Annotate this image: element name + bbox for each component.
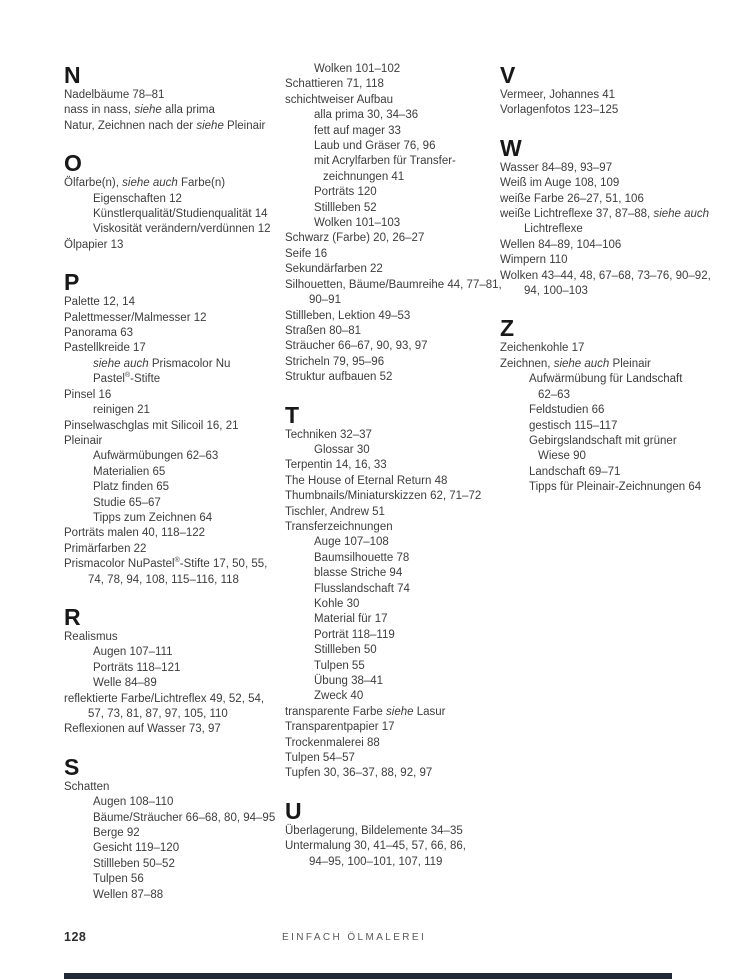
- index-entry-line: Porträts 120: [314, 186, 377, 199]
- index-entry-line: schichtweiser Aufbau: [285, 93, 394, 106]
- index-entry-line: Panorama 63: [64, 327, 134, 340]
- index-entry-line: Augen 108–110: [93, 796, 174, 809]
- index-entry-line: Wellen 84–89, 104–106: [500, 238, 622, 251]
- index-entry-line: siehe auch Prismacolor Nu: [93, 357, 231, 370]
- index-entry-line: Wolken 101–103: [314, 217, 401, 230]
- index-entry-line: transparente Farbe siehe Lasur: [285, 705, 446, 718]
- index-entry-line: Palettmesser/Malmesser 12: [64, 311, 207, 324]
- index-block-z: [500, 315, 736, 495]
- index-block-r: [64, 604, 285, 738]
- index-entry-line: Vermeer, Johannes 41: [500, 89, 616, 101]
- section-heading: N: [64, 62, 82, 88]
- index-entry-line: weiße Farbe 26–27, 51, 106: [500, 192, 644, 205]
- index-entry-line: Flusslandschaft 74: [314, 582, 410, 595]
- index-entry-line: Feldstudien 66: [529, 404, 605, 417]
- index-entry-line: Primärfarben 22: [64, 542, 147, 555]
- section-heading: S: [64, 753, 80, 780]
- index-entry-line: reinigen 21: [93, 404, 150, 417]
- index-entry-line: gestisch 115–117: [529, 419, 618, 432]
- index-entry-line: Natur, Zeichnen nach der siehe Pleinair: [64, 119, 266, 132]
- index-entry-line: Transferzeichnungen: [285, 520, 393, 533]
- index-entry-line: zeichnungen 41: [323, 170, 405, 183]
- index-entry-line: 74, 78, 94, 108, 115–116, 118: [88, 573, 239, 586]
- index-entry-line: Eigenschaften 12: [93, 192, 182, 205]
- index-entry-line: Trockenmalerei 88: [285, 736, 380, 749]
- index-entry-line: Wiese 90: [538, 450, 586, 463]
- index-entry-line: nass in nass, siehe alla prima: [64, 104, 215, 117]
- index-entry-line: Zeichnen, siehe auch Pleinair: [500, 357, 651, 370]
- section-heading: R: [64, 603, 82, 630]
- index-entry-line: Künstlerqualität/Studienqualität 14: [93, 208, 268, 221]
- index-entry-line: Materialien 65: [93, 465, 166, 478]
- index-entry-line: Tipps für Pleinair-Zeichnungen 64: [529, 481, 702, 494]
- index-entry-line: Bäume/Sträucher 66–68, 80, 94–95: [93, 811, 276, 824]
- index-entry-line: Glossar 30: [314, 443, 370, 456]
- index-entry-line: Silhouetten, Bäume/Baumreihe 44, 77–81,: [285, 278, 502, 291]
- index-entry-line: Tulpen 56: [93, 873, 144, 886]
- index-entry-line: Reflexionen auf Wasser 73, 97: [64, 723, 221, 736]
- index-entry-line: Ölfarbe(n), siehe auch Farbe(n): [64, 177, 226, 190]
- section-heading: Z: [500, 315, 515, 342]
- index-entry-line: Stillleben, Lektion 49–53: [285, 309, 411, 322]
- index-entry-line: Viskosität verändern/verdünnen 12: [93, 223, 271, 236]
- index-entry-line: Gesicht 119–120: [93, 842, 180, 855]
- index-entry-line: Wolken 43–44, 48, 67–68, 73–76, 90–92,: [500, 269, 711, 282]
- index-entry-line: Material für 17: [314, 613, 388, 626]
- index-entry-line: Palette 12, 14: [64, 296, 135, 309]
- index-entry-line: Techniken 32–37: [285, 428, 372, 441]
- index-entry-line: Tischler, Andrew 51: [285, 505, 385, 518]
- index-entry-line: Zweck 40: [314, 690, 364, 703]
- index-entry-line: Sträucher 66–67, 90, 93, 97: [285, 340, 428, 353]
- index-block-continued: [285, 62, 500, 386]
- index-entry-line: Stillleben 52: [314, 201, 377, 214]
- index-entry-line: Sekundärfarben 22: [285, 263, 383, 276]
- index-entry-line: 94, 100–103: [524, 285, 588, 298]
- index-entry-line: Platz finden 65: [93, 481, 170, 494]
- index-entry-line: Baumsilhouette 78: [314, 551, 410, 564]
- index-entry-line: Berge 92: [93, 827, 140, 840]
- index-entry-line: mit Acrylfarben für Transfer-: [314, 155, 456, 168]
- index-entry-line: Terpentin 14, 16, 33: [285, 459, 387, 472]
- index-entry-line: Vorlagenfotos 123–125: [500, 104, 619, 117]
- index-column-3: [500, 62, 736, 903]
- index-entry-line: Nadelbäume 78–81: [64, 89, 165, 101]
- index-entry-line: Weiß im Auge 108, 109: [500, 177, 620, 190]
- page-number: 128: [64, 930, 87, 944]
- index-entry-line: Struktur aufbauen 52: [285, 371, 393, 384]
- index-block-s: [64, 754, 285, 903]
- index-entry-line: weiße Lichtreflexe 37, 87–88, siehe auch: [500, 208, 710, 221]
- footer-rule: [64, 973, 672, 979]
- index-entry-line: Kohle 30: [314, 598, 360, 610]
- index-entry-line: 90–91: [309, 294, 341, 307]
- section-heading: W: [500, 134, 523, 161]
- index-entry-line: alla prima 30, 34–36: [314, 109, 419, 122]
- index-entry-line: Übung 38–41: [314, 675, 384, 688]
- index-entry-line: Straßen 80–81: [285, 324, 362, 337]
- index-entry-line: reflektierte Farbe/Lichtreflex 49, 52, 54,: [64, 692, 265, 705]
- index-entry-line: Schwarz (Farbe) 20, 26–27: [285, 232, 425, 245]
- index-entry-line: 57, 73, 81, 87, 97, 105, 110: [88, 708, 228, 720]
- section-heading: O: [64, 150, 83, 177]
- index-entry-line: 62–63: [538, 388, 570, 401]
- page-footer: [64, 930, 672, 950]
- index-entry-line: 94–95, 100–101, 107, 119: [309, 855, 443, 868]
- index-entry-line: Lichtreflexe: [524, 223, 583, 236]
- index-entry-line: Studie 65–67: [93, 496, 161, 509]
- index-entry-line: Welle 84–89: [93, 677, 157, 690]
- index-entry-line: Tupfen 30, 36–37, 88, 92, 97: [285, 767, 433, 780]
- index-entry-line: fett auf mager 33: [314, 124, 401, 137]
- section-heading: P: [64, 269, 80, 296]
- index-entry-line: Aufwärmübung für Landschaft: [529, 373, 683, 386]
- section-heading: V: [500, 62, 516, 88]
- section-heading: T: [285, 401, 300, 428]
- section-heading: U: [285, 797, 303, 824]
- index-entry-line: Stricheln 79, 95–96: [285, 355, 385, 368]
- index-entry-line: Wasser 84–89, 93–97: [500, 161, 613, 174]
- index-entry-line: blasse Striche 94: [314, 567, 403, 580]
- index-entry-line: Wolken 101–102: [314, 63, 401, 75]
- index-entry-line: Tipps zum Zeichnen 64: [93, 511, 213, 524]
- index-entry-line: Schatten: [64, 780, 110, 793]
- index-column-2: [285, 62, 500, 903]
- index-entry-line: Porträts malen 40, 118–122: [64, 527, 206, 540]
- index-entry-line: Stillleben 50–52: [93, 857, 175, 870]
- index-entry-line: Wellen 87–88: [93, 888, 164, 901]
- index-entry-line: Wimpern 110: [500, 254, 568, 267]
- index-entry-line: Tulpen 55: [314, 659, 365, 672]
- index-block-n: [64, 62, 285, 134]
- index-entry-line: Porträt 118–119: [314, 628, 395, 641]
- index-entry-line: Realismus: [64, 630, 118, 643]
- index-entry-line: Pastel®-Stifte: [93, 372, 161, 386]
- index-entry-line: Thumbnails/Miniaturskizzen 62, 71–72: [285, 490, 482, 503]
- index-entry-line: Gebirgslandschaft mit grüner: [529, 434, 677, 447]
- index-entry-line: Augen 107–111: [93, 646, 173, 659]
- index-entry-line: Pastellkreide 17: [64, 342, 146, 355]
- index-entry-line: Stillleben 50: [314, 644, 377, 657]
- index-entry-line: Laub und Gräser 76, 96: [314, 140, 436, 153]
- index-block-p: [64, 269, 285, 588]
- index-entry-line: Untermalung 30, 41–45, 57, 66, 86,: [285, 840, 466, 853]
- index-entry-line: Seife 16: [285, 247, 328, 260]
- index-entry-line: Schattieren 71, 118: [285, 78, 384, 91]
- index-entry-line: Tulpen 54–57: [285, 752, 355, 765]
- index-entry-line: Zeichenkohle 17: [500, 342, 585, 355]
- index-block-w: [500, 135, 736, 300]
- index-entry-line: Aufwärmübungen 62–63: [93, 450, 219, 463]
- index-entry-line: Transparentpapier 17: [285, 721, 395, 734]
- index-block-v: [500, 62, 736, 119]
- index-entry-line: Pleinair: [64, 434, 103, 447]
- index-entry-line: Überlagerung, Bildelemente 34–35: [285, 824, 463, 837]
- index-entry-line: Auge 107–108: [314, 536, 389, 549]
- index-block-t: [285, 402, 500, 782]
- index-entry-line: The House of Eternal Return 48: [285, 474, 448, 487]
- index-entry-line: Prismacolor NuPastel®-Stifte 17, 50, 55,: [64, 557, 268, 571]
- running-book-title: EINFACH ÖLMALEREI: [282, 932, 427, 943]
- index-content: [64, 62, 736, 903]
- index-entry-line: Landschaft 69–71: [529, 465, 621, 478]
- index-entry-line: Pinselwaschglas mit Silicoil 16, 21: [64, 419, 239, 432]
- index-entry-line: Porträts 118–121: [93, 661, 181, 674]
- index-block-u: [285, 798, 500, 870]
- index-column-1: [64, 62, 285, 903]
- index-entry-line: Ölpapier 13: [64, 238, 124, 251]
- index-block-o: [64, 150, 285, 253]
- index-entry-line: Pinsel 16: [64, 388, 112, 401]
